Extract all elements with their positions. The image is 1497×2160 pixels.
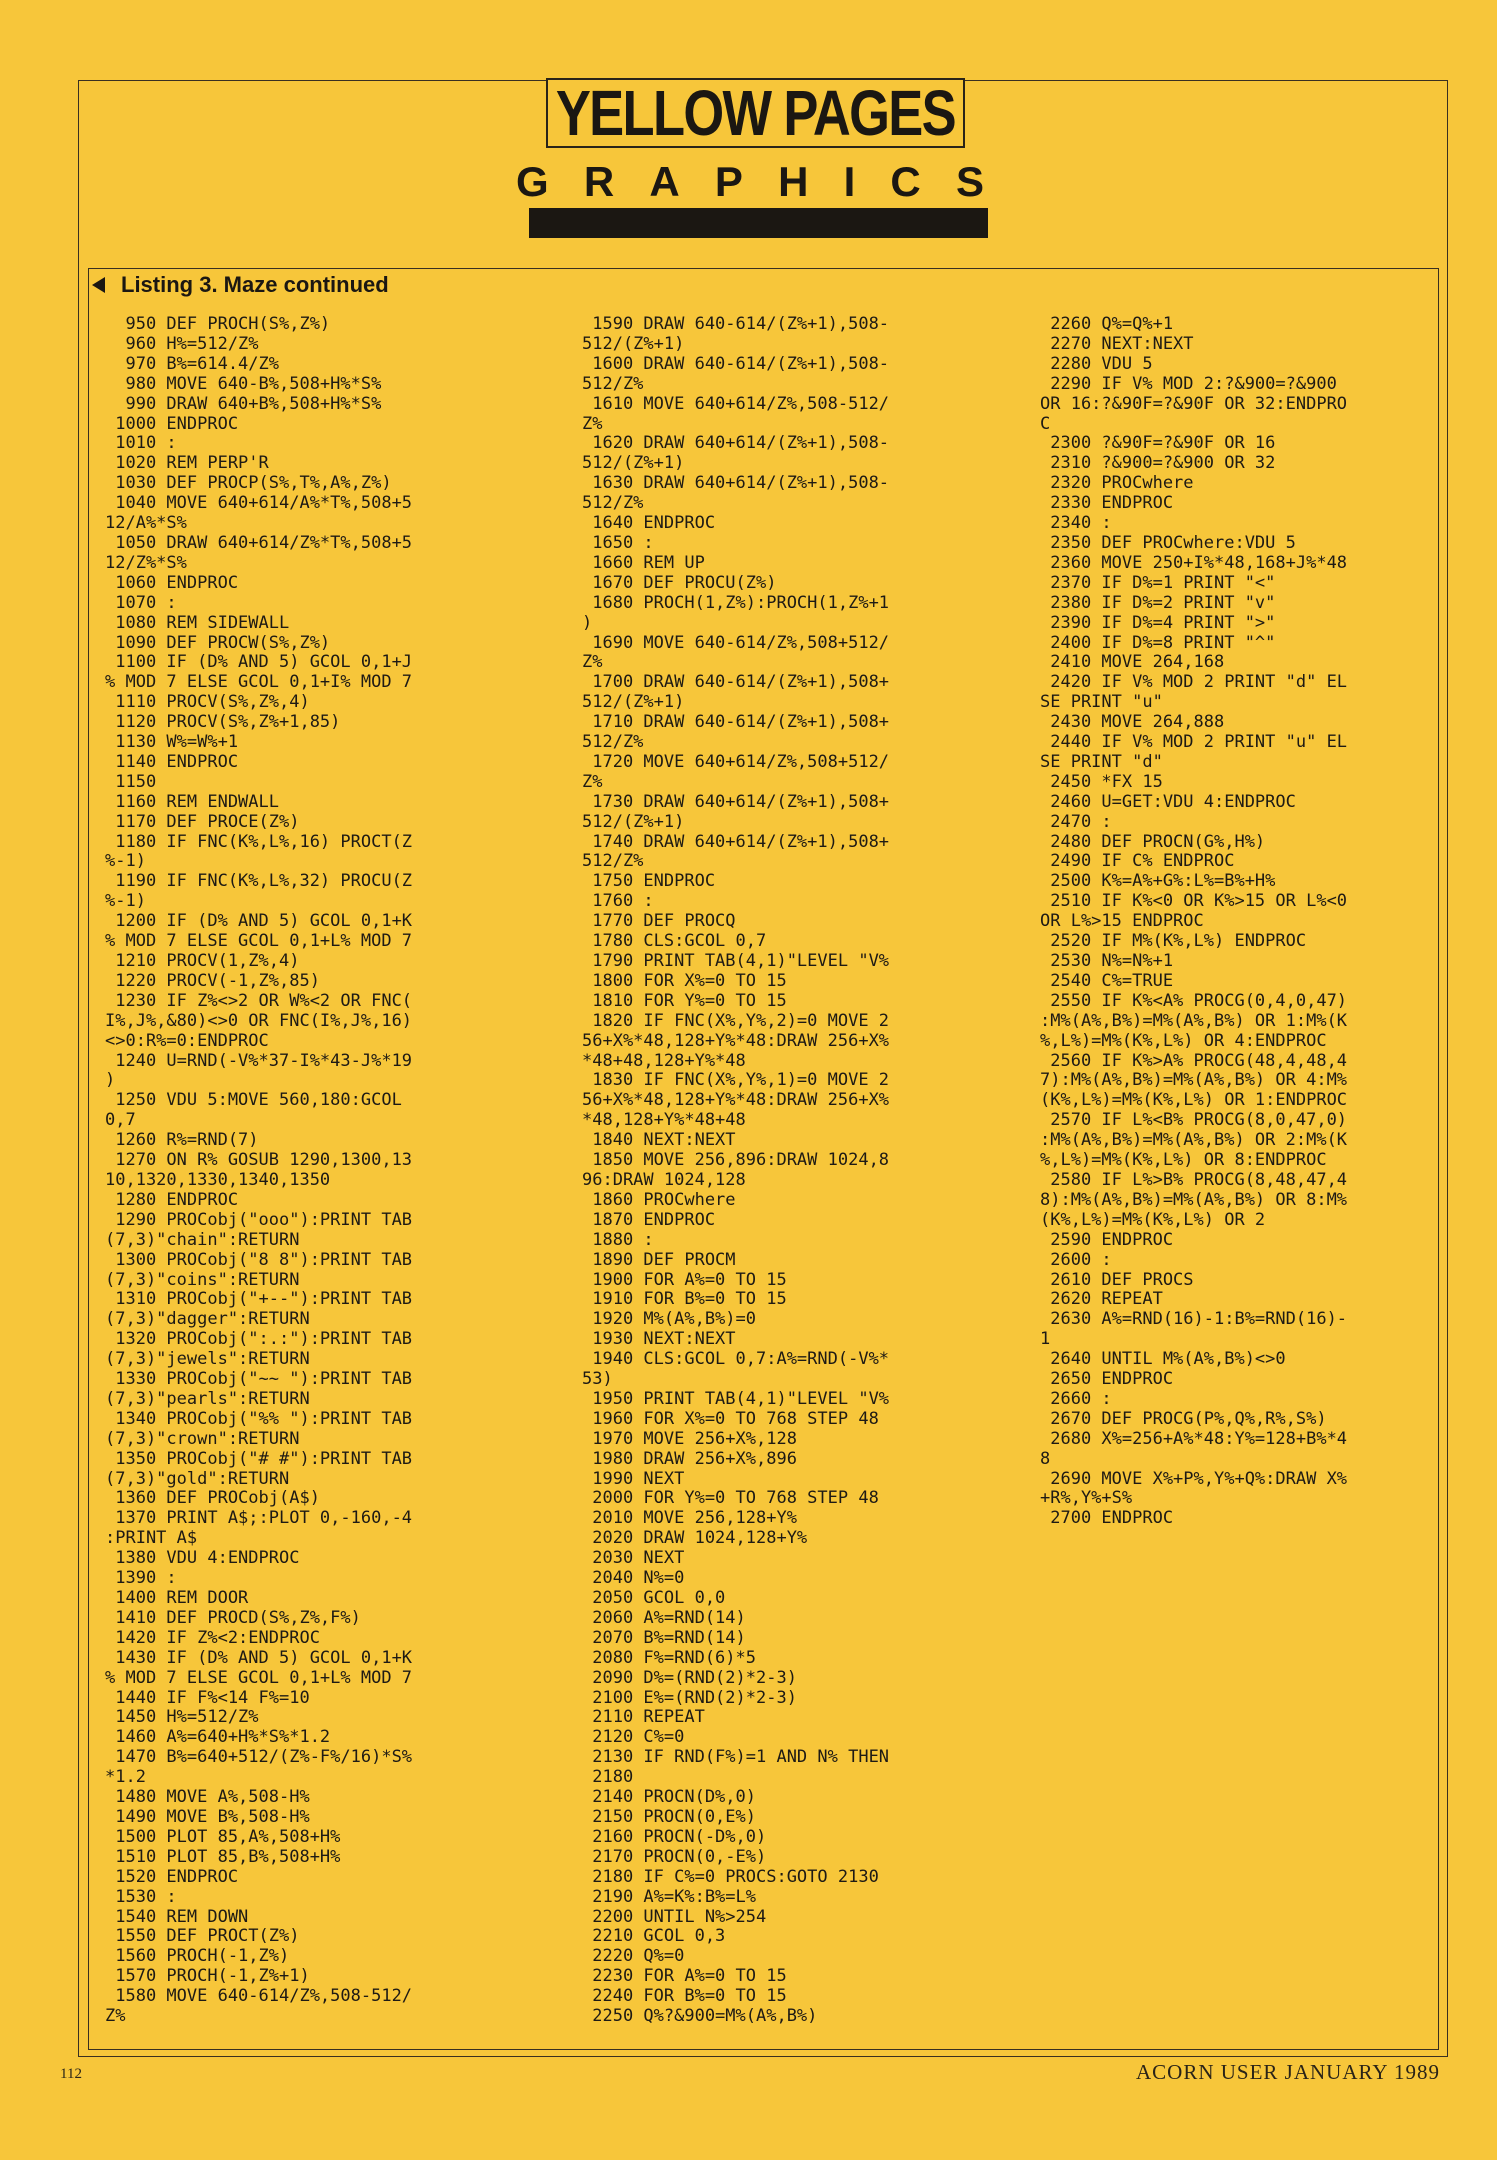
code-line: 1060 ENDPROC (105, 572, 239, 593)
code-line: 1760 : (582, 891, 654, 912)
code-line: 56+X%*48,128+Y%*48:DRAW 256+X% (582, 1030, 890, 1051)
code-line: 1510 PLOT 85,B%,508+H% (105, 1846, 341, 1867)
code-line: (7,3)"jewels":RETURN (105, 1349, 310, 1370)
code-line: 2580 IF L%>B% PROCG(8,48,47,4 (1040, 1169, 1348, 1190)
code-line: 10,1320,1330,1340,1350 (105, 1169, 331, 1190)
code-line: 960 H%=512/Z% (105, 333, 259, 354)
code-line: 2670 DEF PROCG(P%,Q%,R%,S%) (1040, 1408, 1327, 1429)
code-line: 1800 FOR X%=0 TO 15 (582, 970, 787, 991)
code-line: 1840 NEXT:NEXT (582, 1130, 736, 1151)
code-line: 1030 DEF PROCP(S%,T%,A%,Z%) (105, 473, 392, 494)
code-line: 1260 R%=RND(7) (105, 1130, 259, 1151)
code-line: 2540 C%=TRUE (1040, 970, 1174, 991)
code-line: 1010 : (105, 433, 177, 454)
code-line: 1640 ENDPROC (582, 513, 716, 534)
code-line: 512/(Z%+1) (582, 453, 685, 474)
code-line: +R%,Y%+S% (1040, 1488, 1133, 1509)
code-column-2 (582, 315, 889, 2027)
code-line: <>0:R%=0:ENDPROC (105, 1030, 269, 1051)
code-line: 1340 PROCobj("%% "):PRINT TAB (105, 1408, 413, 1429)
section-title: YELLOW PAGES (555, 77, 956, 149)
code-line: 1980 DRAW 256+X%,896 (582, 1448, 797, 1469)
code-line: 2090 D%=(RND(2)*2-3) (582, 1667, 797, 1688)
code-line: 2080 F%=RND(6)*5 (582, 1647, 756, 1668)
code-line: 2070 B%=RND(14) (582, 1627, 746, 1648)
code-line: 990 DRAW 640+B%,508+H%*S% (105, 393, 382, 414)
code-line: 1270 ON R% GOSUB 1290,1300,13 (105, 1150, 413, 1171)
code-line: 53) (582, 1369, 613, 1390)
code-line: (7,3)"chain":RETURN (105, 1229, 300, 1250)
code-line: 1150 (105, 771, 157, 792)
code-line: 2640 UNTIL M%(A%,B%)<>0 (1040, 1349, 1286, 1370)
code-line: 2060 A%=RND(14) (582, 1607, 746, 1628)
code-line: 1490 MOVE B%,508-H% (105, 1806, 310, 1827)
code-line: 1820 IF FNC(X%,Y%,2)=0 MOVE 2 (582, 1010, 890, 1031)
code-line: OR 16:?&90F=?&90F OR 32:ENDPRO (1040, 393, 1348, 414)
code-line: 512/Z% (582, 493, 644, 514)
subtitle-letter: A (649, 158, 680, 205)
code-line: 2700 ENDPROC (1040, 1508, 1174, 1529)
code-line: 2660 : (1040, 1388, 1112, 1409)
code-line: 2280 VDU 5 (1040, 353, 1153, 374)
code-line: 2430 MOVE 264,888 (1040, 712, 1225, 733)
code-line: 2120 C%=0 (582, 1727, 685, 1748)
code-line: 1200 IF (D% AND 5) GCOL 0,1+K (105, 911, 413, 932)
code-line: 1810 FOR Y%=0 TO 15 (582, 990, 787, 1011)
code-line: 2010 MOVE 256,128+Y% (582, 1508, 797, 1529)
code-line: :M%(A%,B%)=M%(A%,B%) OR 1:M%(K (1040, 1010, 1348, 1031)
code-line: 1630 DRAW 640+614/(Z%+1),508- (582, 473, 890, 494)
code-line: 1160 REM ENDWALL (105, 791, 279, 812)
code-line: 1170 DEF PROCE(Z%) (105, 811, 300, 832)
code-line: 1530 : (105, 1886, 177, 1907)
code-line: 2190 A%=K%:B%=L% (582, 1886, 756, 1907)
code-line: (7,3)"pearls":RETURN (105, 1388, 310, 1409)
code-line: 2560 IF K%>A% PROCG(48,4,48,4 (1040, 1050, 1348, 1071)
code-line: 12/Z%*S% (105, 552, 187, 573)
subtitle-letter: R (583, 158, 615, 205)
code-line: 1850 MOVE 256,896:DRAW 1024,8 (582, 1150, 890, 1171)
code-line: 1120 PROCV(S%,Z%+1,85) (105, 712, 341, 733)
code-line: 2030 NEXT (582, 1548, 685, 1569)
code-line: 1940 CLS:GCOL 0,7:A%=RND(-V%* (582, 1349, 890, 1370)
code-line: 2570 IF L%<B% PROCG(8,0,47,0) (1040, 1110, 1348, 1131)
code-line: 1890 DEF PROCM (582, 1249, 736, 1270)
subtitle-letter: S (955, 158, 984, 205)
code-line: 2350 DEF PROCwhere:VDU 5 (1040, 532, 1296, 553)
code-line: 1400 REM DOOR (105, 1588, 249, 1608)
code-line: 512/(Z%+1) (582, 333, 685, 354)
code-line: 2590 ENDPROC (1040, 1229, 1174, 1250)
code-line: 2300 ?&90F=?&90F OR 16 (1040, 433, 1276, 454)
code-line: 2130 IF RND(F%)=1 AND N% THEN (582, 1747, 890, 1768)
code-line: C (1040, 413, 1051, 434)
code-line: 1440 IF F%<14 F%=10 (105, 1687, 310, 1708)
code-line: Z% (105, 2006, 126, 2027)
code-line: 2480 DEF PROCN(G%,H%) (1040, 831, 1266, 852)
code-line: 1300 PROCobj("8 8"):PRINT TAB (105, 1249, 413, 1270)
code-line: 1780 CLS:GCOL 0,7 (582, 931, 767, 952)
code-line: 1620 DRAW 640+614/(Z%+1),508- (582, 433, 890, 454)
code-line: (7,3)"gold":RETURN (105, 1468, 290, 1489)
code-line: 1990 NEXT (582, 1468, 685, 1489)
code-line: 1450 H%=512/Z% (105, 1707, 259, 1728)
code-line: %,L%)=M%(K%,L%) OR 8:ENDPROC (1040, 1150, 1327, 1171)
code-line: 1020 REM PERP'R (105, 453, 269, 474)
code-line: 1100 IF (D% AND 5) GCOL 0,1+J (105, 652, 413, 673)
code-line: 512/Z% (582, 851, 644, 872)
code-line: 2210 GCOL 0,3 (582, 1926, 726, 1947)
code-line: % MOD 7 ELSE GCOL 0,1+I% MOD 7 (105, 672, 413, 693)
code-line: 1140 ENDPROC (105, 751, 239, 772)
code-line: 2410 MOVE 264,168 (1040, 652, 1225, 673)
code-line: 1500 PLOT 85,A%,508+H% (105, 1826, 341, 1847)
code-line: % MOD 7 ELSE GCOL 0,1+L% MOD 7 (105, 1667, 413, 1688)
code-line: 1210 PROCV(1,Z%,4) (105, 951, 300, 971)
code-line: 1290 PROCobj("ooo"):PRINT TAB (105, 1209, 413, 1230)
code-line: 2170 PROCN(0,-E%) (582, 1846, 767, 1867)
code-line: 970 B%=614.4/Z% (105, 353, 279, 374)
code-line: *48,128+Y%*48+48 (582, 1110, 746, 1131)
code-line: 1460 A%=640+H%*S%*1.2 (105, 1727, 331, 1748)
code-line: :PRINT A$ (105, 1528, 198, 1549)
code-line: 2360 MOVE 250+I%*48,168+J%*48 (1040, 552, 1348, 573)
subtitle-letter: I (843, 158, 856, 205)
code-line: 2440 IF V% MOD 2 PRINT "u" EL (1040, 732, 1348, 753)
code-line: 2520 IF M%(K%,L%) ENDPROC (1040, 931, 1307, 952)
code-line: (K%,L%)=M%(K%,L%) OR 2 (1040, 1209, 1266, 1230)
code-line: 1360 DEF PROCobj(A$) (105, 1488, 320, 1509)
code-line: 1390 : (105, 1568, 177, 1589)
code-line: 1410 DEF PROCD(S%,Z%,F%) (105, 1607, 361, 1628)
code-line: %-1) (105, 891, 146, 912)
code-line: 1190 IF FNC(K%,L%,32) PROCU(Z (105, 871, 413, 892)
code-line: 1220 PROCV(-1,Z%,85) (105, 970, 320, 991)
code-line: 2320 PROCwhere (1040, 473, 1194, 494)
code-line: 2450 *FX 15 (1040, 771, 1163, 792)
code-line: (7,3)"coins":RETURN (105, 1269, 300, 1290)
code-line: 1900 FOR A%=0 TO 15 (582, 1269, 787, 1290)
code-line: 2490 IF C% ENDPROC (1040, 851, 1235, 872)
code-line: Z% (582, 413, 603, 434)
code-line: 2680 X%=256+A%*48:Y%=128+B%*4 (1040, 1428, 1348, 1449)
code-line: I%,J%,&80)<>0 OR FNC(I%,J%,16) (105, 1010, 413, 1031)
code-line: 950 DEF PROCH(S%,Z%) (105, 314, 331, 334)
listing-heading (92, 270, 389, 300)
code-line: 512/Z% (582, 373, 644, 394)
header-bar (529, 208, 988, 238)
code-line: 1680 PROCH(1,Z%):PROCH(1,Z%+1 (582, 592, 890, 613)
code-line: Z% (582, 652, 603, 673)
subtitle-letter: P (714, 158, 743, 205)
code-line: 1730 DRAW 640+614/(Z%+1),508+ (582, 791, 890, 812)
code-line: 1910 FOR B%=0 TO 15 (582, 1289, 787, 1310)
code-line: 2610 DEF PROCS (1040, 1269, 1194, 1290)
code-line: 12/A%*S% (105, 513, 187, 534)
section-title-box (546, 78, 965, 148)
code-line: 2460 U=GET:VDU 4:ENDPROC (1040, 791, 1296, 812)
code-line: 1520 ENDPROC (105, 1866, 239, 1887)
code-line: 1720 MOVE 640+614/Z%,508+512/ (582, 751, 890, 772)
code-line: 2110 REPEAT (582, 1707, 705, 1728)
code-line: (K%,L%)=M%(K%,L%) OR 1:ENDPROC (1040, 1090, 1348, 1111)
code-line: 2200 UNTIL N%>254 (582, 1906, 767, 1927)
code-line: (7,3)"crown":RETURN (105, 1428, 300, 1449)
code-line: 980 MOVE 640-B%,508+H%*S% (105, 373, 382, 394)
code-line: 2530 N%=N%+1 (1040, 951, 1174, 971)
code-line: 1650 : (582, 532, 654, 553)
code-line: 1430 IF (D% AND 5) GCOL 0,1+K (105, 1647, 413, 1668)
code-line: 512/Z% (582, 732, 644, 753)
code-line: 2290 IF V% MOD 2:?&900=?&900 (1040, 373, 1337, 394)
code-line: 7):M%(A%,B%)=M%(A%,B%) OR 4:M% (1040, 1070, 1348, 1091)
code-line: 2330 ENDPROC (1040, 493, 1174, 514)
code-line: 2420 IF V% MOD 2 PRINT "d" EL (1040, 672, 1348, 693)
code-line: 2240 FOR B%=0 TO 15 (582, 1986, 787, 2007)
code-line: *48+48,128+Y%*48 (582, 1050, 746, 1071)
code-line: 1080 REM SIDEWALL (105, 612, 290, 633)
code-line: 1950 PRINT TAB(4,1)"LEVEL "V% (582, 1388, 890, 1409)
code-line: 1 (1040, 1329, 1051, 1350)
code-line: 1920 M%(A%,B%)=0 (582, 1309, 756, 1330)
code-line: 1180 IF FNC(K%,L%,16) PROCT(Z (105, 831, 413, 852)
code-line: 0,7 (105, 1110, 136, 1131)
code-line: 2400 IF D%=8 PRINT "^" (1040, 632, 1276, 653)
code-line: 1560 PROCH(-1,Z%) (105, 1946, 290, 1967)
code-line: 1040 MOVE 640+614/A%*T%,508+5 (105, 493, 413, 514)
code-line: 1050 DRAW 640+614/Z%*T%,508+5 (105, 532, 413, 553)
code-line: 1590 DRAW 640-614/(Z%+1),508- (582, 314, 890, 334)
code-column-3 (1040, 315, 1347, 1529)
code-line: 1880 : (582, 1229, 654, 1250)
code-line: 1960 FOR X%=0 TO 768 STEP 48 (582, 1408, 879, 1429)
listing-title: Listing 3. Maze continued (121, 272, 389, 297)
code-line: 2150 PROCN(0,E%) (582, 1806, 756, 1827)
code-line: 2180 (582, 1767, 634, 1788)
arrow-left-icon (92, 277, 105, 293)
code-line: 2180 IF C%=0 PROCS:GOTO 2130 (582, 1866, 879, 1887)
code-line: 512/(Z%+1) (582, 692, 685, 713)
code-line: 1480 MOVE A%,508-H% (105, 1787, 310, 1808)
code-line: 1970 MOVE 256+X%,128 (582, 1428, 797, 1449)
code-line: 1690 MOVE 640-614/Z%,508+512/ (582, 632, 890, 653)
code-line: 56+X%*48,128+Y%*48:DRAW 256+X% (582, 1090, 890, 1111)
code-line: 1600 DRAW 640-614/(Z%+1),508- (582, 353, 890, 374)
code-line: 1710 DRAW 640-614/(Z%+1),508+ (582, 712, 890, 733)
code-line: 1420 IF Z%<2:ENDPROC (105, 1627, 320, 1648)
code-line: 1930 NEXT:NEXT (582, 1329, 736, 1350)
code-line: 1070 : (105, 592, 177, 613)
code-line: 1740 DRAW 640+614/(Z%+1),508+ (582, 831, 890, 852)
code-line: 1330 PROCobj("~~ "):PRINT TAB (105, 1369, 413, 1390)
code-line: (7,3)"dagger":RETURN (105, 1309, 310, 1330)
code-line: 2100 E%=(RND(2)*2-3) (582, 1687, 797, 1708)
code-line: 1860 PROCwhere (582, 1189, 736, 1210)
code-line: 96:DRAW 1024,128 (582, 1169, 746, 1190)
code-line: 2630 A%=RND(16)-1:B%=RND(16)- (1040, 1309, 1348, 1330)
code-line: 2220 Q%=0 (582, 1946, 685, 1967)
code-line: 1320 PROCobj(":.:"):PRINT TAB (105, 1329, 413, 1350)
code-line: 1750 ENDPROC (582, 871, 716, 892)
code-line: 1550 DEF PROCT(Z%) (105, 1926, 300, 1947)
subtitle-letter: G (516, 158, 549, 205)
code-line: 1610 MOVE 640+614/Z%,508-512/ (582, 393, 890, 414)
code-line: 2620 REPEAT (1040, 1289, 1163, 1310)
code-line: 1670 DEF PROCU(Z%) (582, 572, 777, 593)
magazine-issue: ACORN USER JANUARY 1989 (1135, 2060, 1440, 2084)
code-line: 2600 : (1040, 1249, 1112, 1270)
code-line: 1470 B%=640+512/(Z%-F%/16)*S% (105, 1747, 413, 1768)
code-line: 1000 ENDPROC (105, 413, 239, 434)
code-line: 1310 PROCobj("+--"):PRINT TAB (105, 1289, 413, 1310)
code-line: SE PRINT "d" (1040, 751, 1163, 772)
code-line: 8 (1040, 1448, 1051, 1469)
code-line: 2000 FOR Y%=0 TO 768 STEP 48 (582, 1488, 879, 1509)
code-line: 1770 DEF PROCQ (582, 911, 736, 932)
code-line: 1280 ENDPROC (105, 1189, 239, 1210)
code-line: 8):M%(A%,B%)=M%(A%,B%) OR 8:M% (1040, 1189, 1348, 1210)
code-line: 2650 ENDPROC (1040, 1369, 1174, 1390)
code-column-1 (105, 315, 412, 2027)
code-line: 1870 ENDPROC (582, 1209, 716, 1230)
code-line: 1570 PROCH(-1,Z%+1) (105, 1966, 310, 1987)
code-line: %,L%)=M%(K%,L%) OR 4:ENDPROC (1040, 1030, 1327, 1051)
code-line: 1380 VDU 4:ENDPROC (105, 1548, 300, 1569)
code-line: 2250 Q%?&900=M%(A%,B%) (582, 2006, 818, 2027)
code-line: 1350 PROCobj("# #"):PRINT TAB (105, 1448, 413, 1469)
subtitle-letter: C (890, 158, 921, 205)
code-line: 2020 DRAW 1024,128+Y% (582, 1528, 808, 1549)
code-line: :M%(A%,B%)=M%(A%,B%) OR 2:M%(K (1040, 1130, 1348, 1151)
code-line: 2140 PROCN(D%,0) (582, 1787, 756, 1808)
code-line: 1580 MOVE 640-614/Z%,508-512/ (105, 1986, 413, 2007)
code-line: ) (105, 1070, 116, 1091)
code-line: 2390 IF D%=4 PRINT ">" (1040, 612, 1276, 633)
section-subtitle (510, 160, 990, 204)
subtitle-letter: H (778, 158, 809, 205)
code-line: OR L%>15 ENDPROC (1040, 911, 1204, 932)
code-line: 2050 GCOL 0,0 (582, 1588, 726, 1608)
code-line: SE PRINT "u" (1040, 692, 1163, 713)
code-line: 1240 U=RND(-V%*37-I%*43-J%*19 (105, 1050, 413, 1071)
code-line: %-1) (105, 851, 146, 872)
code-line: ) (582, 612, 593, 633)
code-line: 2270 NEXT:NEXT (1040, 333, 1194, 354)
code-line: 2310 ?&900=?&900 OR 32 (1040, 453, 1276, 474)
code-line: 512/(Z%+1) (582, 811, 685, 832)
code-line: 2510 IF K%<0 OR K%>15 OR L%<0 (1040, 891, 1348, 912)
code-line: 2040 N%=0 (582, 1568, 685, 1589)
code-line: 1230 IF Z%<>2 OR W%<2 OR FNC( (105, 990, 413, 1011)
code-line: 1540 REM DOWN (105, 1906, 249, 1927)
code-line: 1660 REM UP (582, 552, 705, 573)
code-line: 2470 : (1040, 811, 1112, 832)
code-line: 1790 PRINT TAB(4,1)"LEVEL "V% (582, 951, 890, 971)
code-line: 2370 IF D%=1 PRINT "<" (1040, 572, 1276, 593)
code-line: 1370 PRINT A$;:PLOT 0,-160,-4 (105, 1508, 413, 1529)
code-line: 2550 IF K%<A% PROCG(0,4,0,47) (1040, 990, 1348, 1011)
code-line: % MOD 7 ELSE GCOL 0,1+L% MOD 7 (105, 931, 413, 952)
code-line: 1830 IF FNC(X%,Y%,1)=0 MOVE 2 (582, 1070, 890, 1091)
code-line: 2500 K%=A%+G%:L%=B%+H% (1040, 871, 1276, 892)
page-number: 112 (60, 2066, 82, 2082)
code-line: 2340 : (1040, 513, 1112, 534)
code-line: 2160 PROCN(-D%,0) (582, 1826, 767, 1847)
code-line: 2260 Q%=Q%+1 (1040, 314, 1174, 334)
code-line: 2380 IF D%=2 PRINT "v" (1040, 592, 1276, 613)
code-line: 1700 DRAW 640-614/(Z%+1),508+ (582, 672, 890, 693)
code-line: *1.2 (105, 1767, 146, 1788)
code-line: 1090 DEF PROCW(S%,Z%) (105, 632, 331, 653)
code-line: 1110 PROCV(S%,Z%,4) (105, 692, 310, 713)
code-line: Z% (582, 771, 603, 792)
code-line: 1250 VDU 5:MOVE 560,180:GCOL (105, 1090, 402, 1111)
code-line: 2690 MOVE X%+P%,Y%+Q%:DRAW X% (1040, 1468, 1348, 1489)
code-line: 2230 FOR A%=0 TO 15 (582, 1966, 787, 1987)
code-line: 1130 W%=W%+1 (105, 732, 239, 753)
